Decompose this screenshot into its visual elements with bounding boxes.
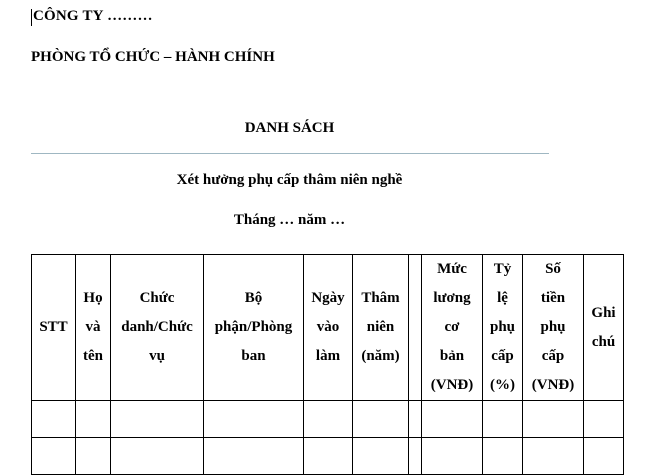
column-header: Số tiền phụ cấp (VNĐ) [523, 255, 584, 401]
table-cell[interactable] [204, 401, 304, 438]
text-cursor [31, 9, 32, 26]
table-cell[interactable] [483, 401, 523, 438]
table-cell[interactable] [353, 401, 409, 438]
table-cell[interactable] [584, 438, 624, 475]
column-header: Ngày vào làm [304, 255, 353, 401]
document-period: Tháng … năm … [233, 212, 346, 228]
column-header: STT [32, 255, 76, 401]
table-cell[interactable] [304, 401, 353, 438]
table-cell[interactable] [523, 438, 584, 475]
column-header: Bộ phận/Phòng ban [204, 255, 304, 401]
column-header: Ghi chú [584, 255, 624, 401]
title-divider [31, 153, 549, 154]
document-title: DANH SÁCH [244, 120, 335, 136]
table-cell[interactable] [111, 438, 204, 475]
table-cell[interactable] [584, 401, 624, 438]
table-cell[interactable] [76, 438, 111, 475]
document-subtitle: Xét hưởng phụ cấp thâm niên nghề [176, 172, 403, 188]
column-header: Chức danh/Chức vụ [111, 255, 204, 401]
column-header: Thâm niên (năm) [353, 255, 409, 401]
company-name: CÔNG TY ……… [33, 8, 153, 24]
table-cell[interactable] [304, 438, 353, 475]
table-cell[interactable] [409, 401, 422, 438]
table-cell[interactable] [483, 438, 523, 475]
table-cell[interactable] [422, 438, 483, 475]
column-header [409, 255, 422, 401]
allowance-table [31, 254, 624, 475]
table-cell[interactable] [409, 438, 422, 475]
table-cell[interactable] [353, 438, 409, 475]
table-cell[interactable] [32, 401, 76, 438]
department-name: PHÒNG TỔ CHỨC – HÀNH CHÍNH [31, 49, 275, 65]
table-header-row [32, 255, 624, 401]
table-cell[interactable] [204, 438, 304, 475]
table-row [32, 401, 624, 438]
table-cell[interactable] [32, 438, 76, 475]
table-cell[interactable] [523, 401, 584, 438]
table-cell[interactable] [422, 401, 483, 438]
column-header: Mức lương cơ bản (VNĐ) [422, 255, 483, 401]
table-cell[interactable] [76, 401, 111, 438]
column-header: Họ và tên [76, 255, 111, 401]
column-header: Tỷ lệ phụ cấp (%) [483, 255, 523, 401]
table-cell[interactable] [111, 401, 204, 438]
table-row [32, 438, 624, 475]
